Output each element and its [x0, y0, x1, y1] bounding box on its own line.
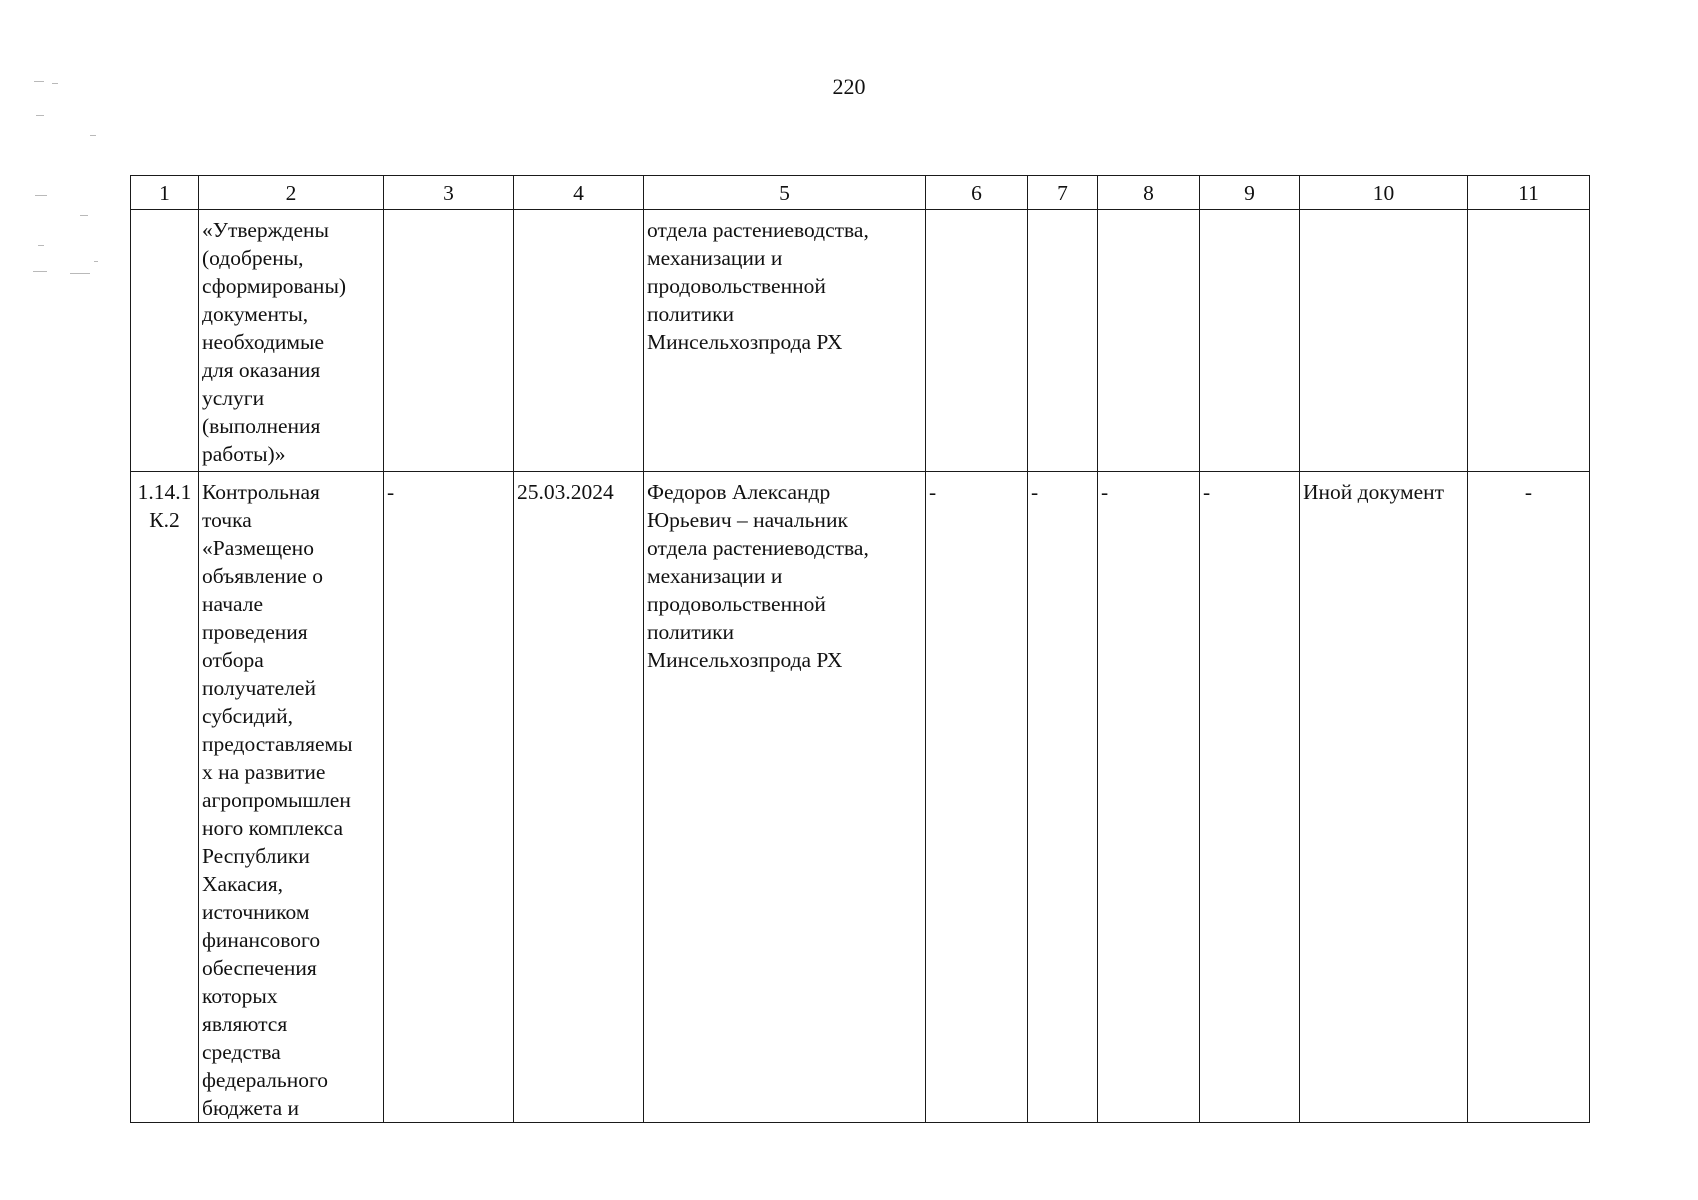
- scan-artifact-marks: [30, 75, 108, 295]
- table-cell: [1098, 210, 1200, 472]
- table-cell: -: [1200, 472, 1300, 1123]
- table-cell: Иной документ: [1300, 472, 1468, 1123]
- column-header: 3: [384, 176, 514, 210]
- table-row: [131, 210, 1590, 472]
- table-cell: Контрольная точка «Размещено объявление о начале проведения отбора получателей субсидий, предоставляемы х на развитие агропромышлен ного комплекса Республики Хакасия, источником финансового обеспечения которых являются средства федерального бюджета и: [199, 472, 384, 1123]
- table-cell: [1468, 210, 1590, 472]
- page-number: 220: [832, 74, 866, 99]
- table-cell: [131, 210, 199, 472]
- table-cell: Федоров Александр Юрьевич – начальник отдела растениеводства, механизации и продовольственной политики Минсельхозпрода РХ: [644, 472, 926, 1123]
- table-row: [131, 472, 1590, 1123]
- table-cell: [1028, 210, 1098, 472]
- document-table: [130, 175, 1590, 1123]
- column-header: 1: [131, 176, 199, 210]
- column-header: 4: [514, 176, 644, 210]
- table-cell: отдела растениеводства, механизации и продовольственной политики Минсельхозпрода РХ: [644, 210, 926, 472]
- table-cell: [926, 210, 1028, 472]
- table-cell: -: [1098, 472, 1200, 1123]
- column-header: 2: [199, 176, 384, 210]
- table-cell: [514, 210, 644, 472]
- column-header: 9: [1200, 176, 1300, 210]
- table-cell: [1200, 210, 1300, 472]
- table-cell: 1.14.1 К.2: [131, 472, 199, 1123]
- table-cell: -: [926, 472, 1028, 1123]
- table-cell: [384, 210, 514, 472]
- table-cell: [1300, 210, 1468, 472]
- table-cell: -: [1468, 472, 1590, 1123]
- table-cell: 25.03.2024: [514, 472, 644, 1123]
- column-header: 8: [1098, 176, 1200, 210]
- column-header: 7: [1028, 176, 1098, 210]
- table-cell: -: [384, 472, 514, 1123]
- column-header: 10: [1300, 176, 1468, 210]
- column-header: 5: [644, 176, 926, 210]
- table-header-row: [131, 176, 1590, 210]
- table-cell: «Утверждены (одобрены, сформированы) документы, необходимые для оказания услуги (выполнения работы)»: [199, 210, 384, 472]
- table-cell: -: [1028, 472, 1098, 1123]
- column-header: 6: [926, 176, 1028, 210]
- column-header: 11: [1468, 176, 1590, 210]
